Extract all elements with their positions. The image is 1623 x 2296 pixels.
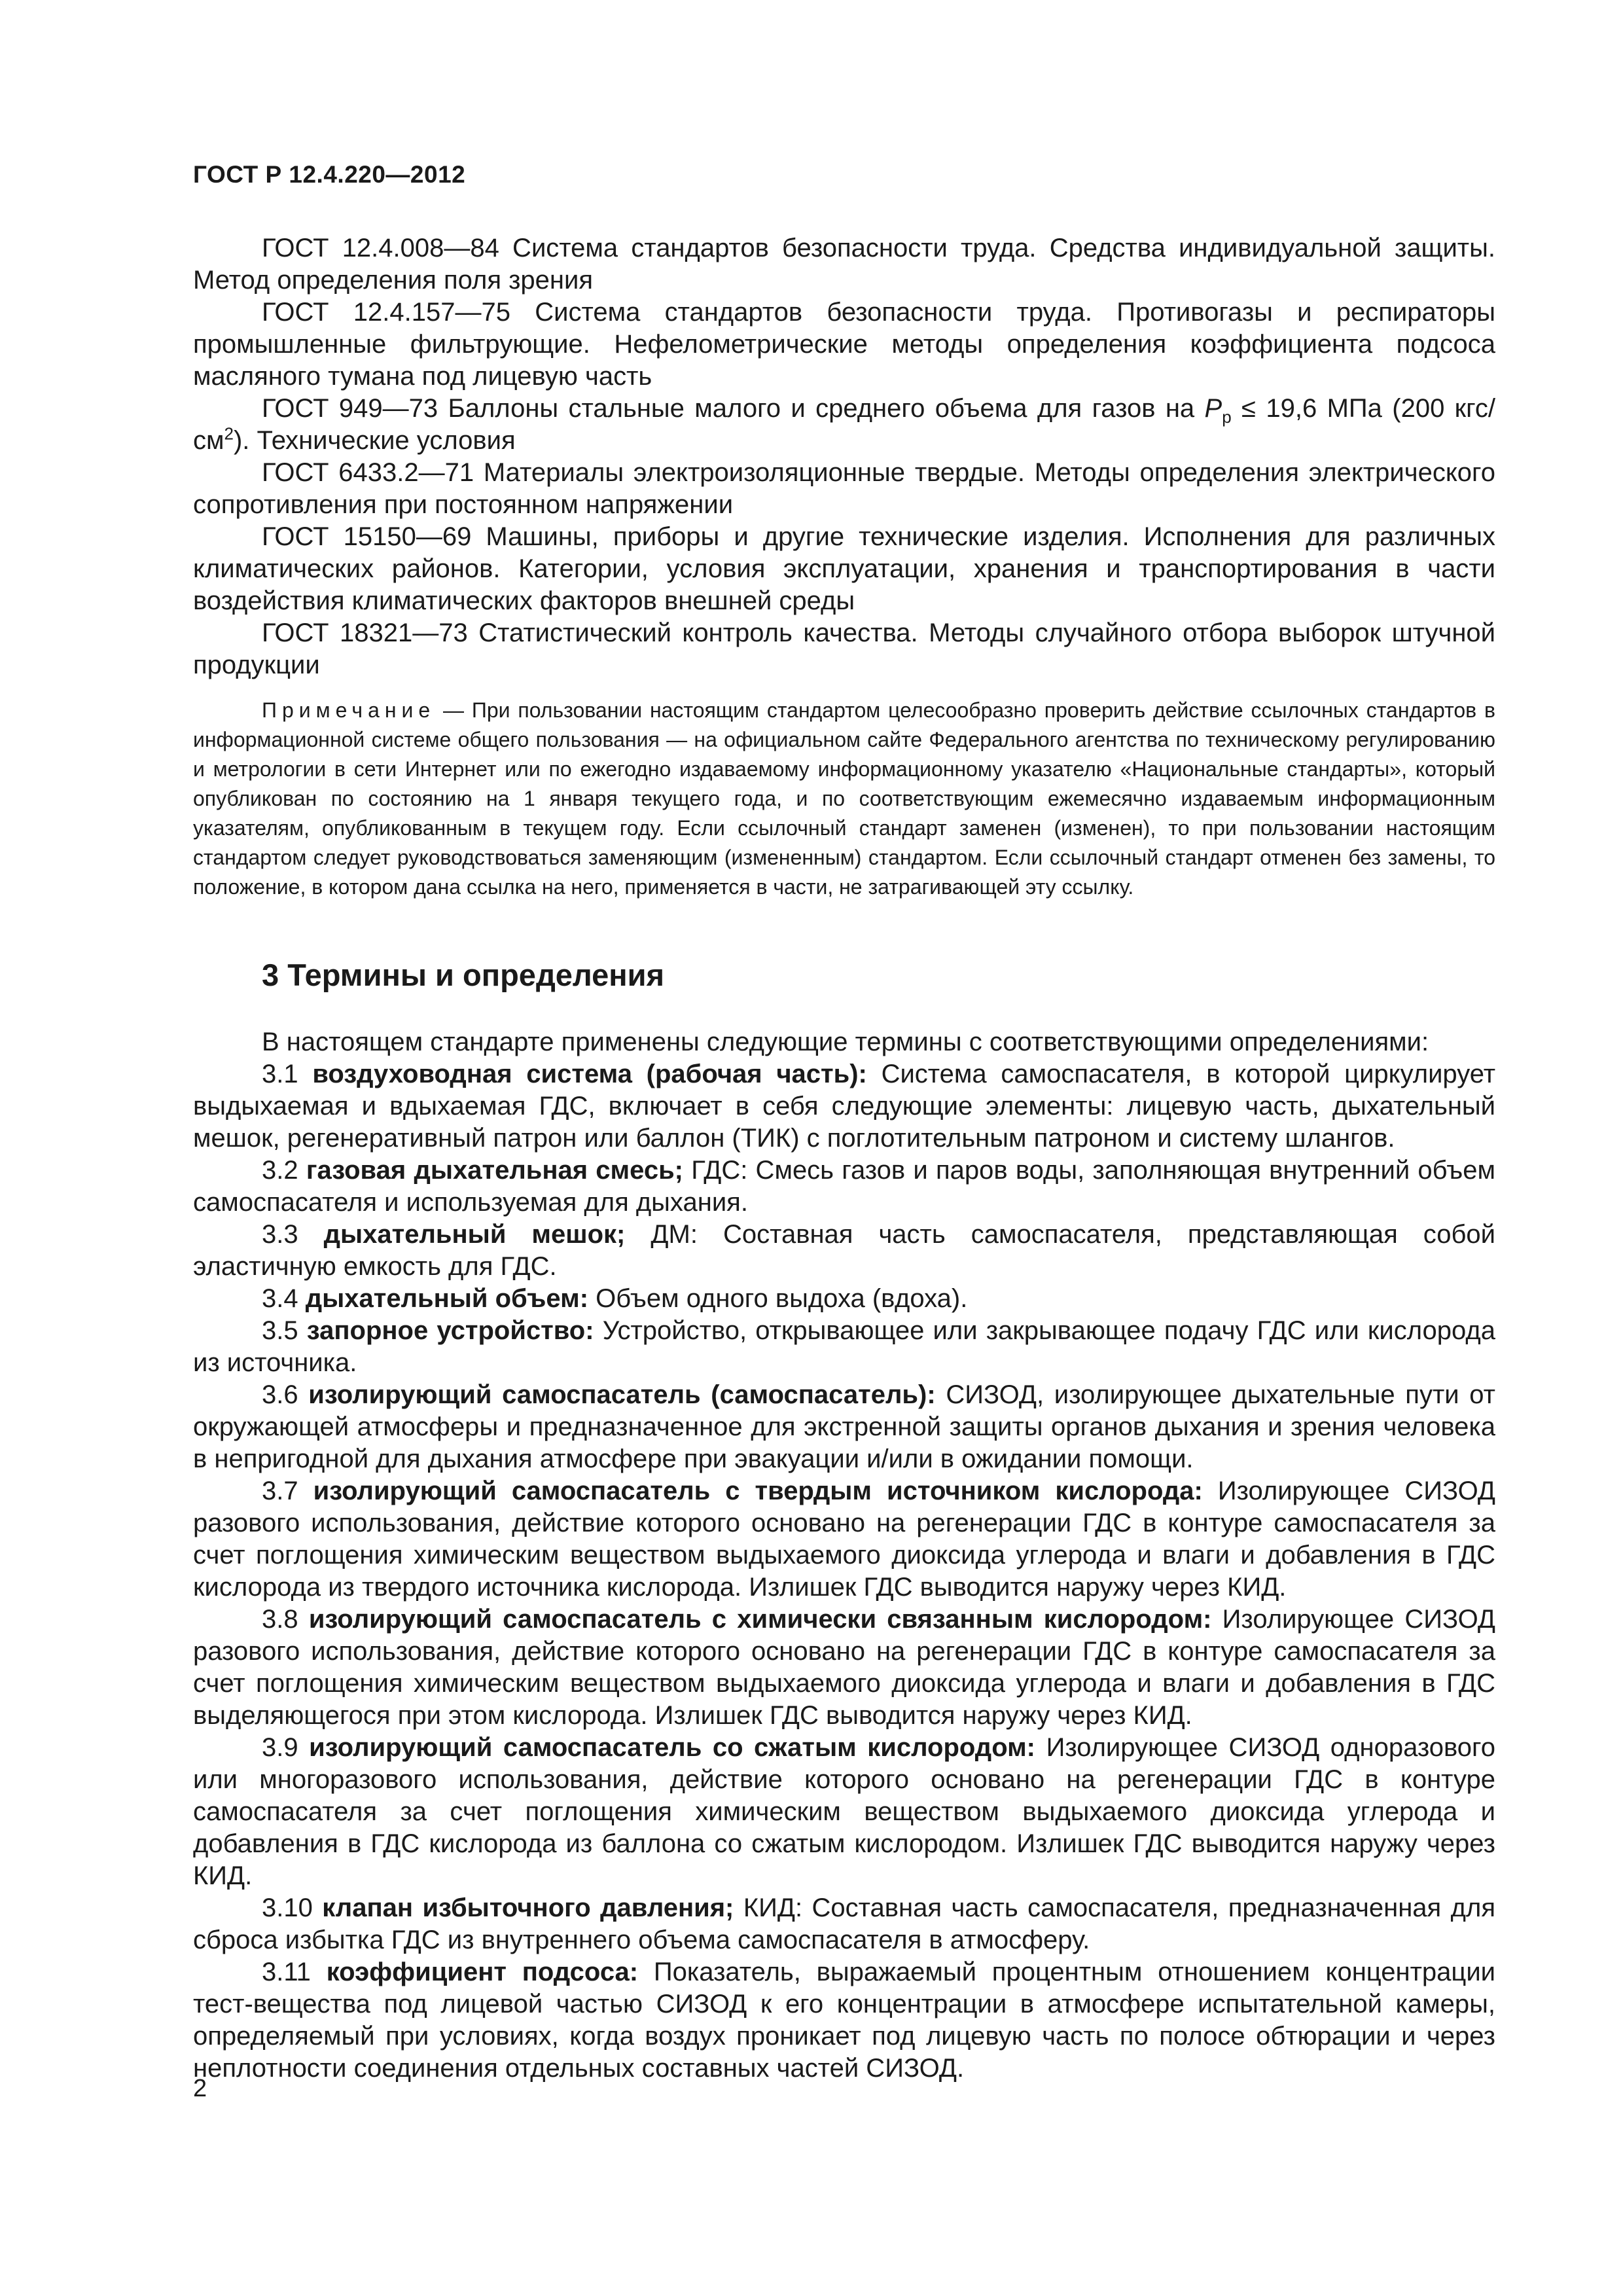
term-name: коэффициент подсоса: [326, 1958, 639, 1986]
term-name: изолирующий самоспасатель со сжатым кислородом: [309, 1733, 1036, 1762]
unit-superscript: 2 [224, 423, 234, 444]
reference-text: ГОСТ 949—73 Баллоны стальные малого и среднего объема для газов на [262, 394, 1205, 423]
reference-item: ГОСТ 12.4.157—75 Система стандартов безопасности труда. Противогазы и респираторы промышленные фильтрующие. Нефелометрические методы определения коэффициента подсоса масляного тумана под лицевую часть [193, 298, 1495, 391]
document-header: ГОСТ Р 12.4.220—2012 [193, 161, 466, 188]
term-item [193, 1892, 1495, 1956]
reference-item: ГОСТ 15150—69 Машины, приборы и другие технические изделия. Исполнения для различных климатических районов. Категории, условия эксплуатации, хранения и транспортирования в части воздействия климатических факторов внешней среды [193, 522, 1495, 615]
term-item [193, 1475, 1495, 1604]
section-intro: В настоящем стандарте применены следующие термины с соответствующими определениями: [262, 1028, 1429, 1056]
term-item [193, 1155, 1495, 1219]
reference-text: ≤ 19,6 МПа (200 кгс/см [193, 394, 1495, 455]
section-title: 3 Термины и определения [262, 958, 664, 992]
note-label: Примечание [262, 698, 436, 722]
term-definition: Устройство, открывающее или закрывающее подачу ГДС или кислорода из источника. [193, 1316, 1495, 1377]
note-dash: — [435, 698, 472, 722]
term-number: 3.9 [262, 1733, 310, 1762]
term-name: изолирующий самоспасатель с твердым источником кислорода: [313, 1477, 1203, 1505]
term-item [193, 1604, 1495, 1732]
term-definition: СИЗОД, изолирующее дыхательные пути от окружающей атмосферы и предназначенное для экстренной защиты органов дыхания и зрения человека в непригодной для дыхания атмосфере при эвакуации и/или в ожидании помощи. [193, 1380, 1495, 1473]
term-name: изолирующий самоспасатель с химически связанным кислородом: [308, 1605, 1212, 1634]
term-definition: КИД: Составная часть самоспасателя, предназначенная для сброса избытка ГДС из внутреннего объема самоспасателя в атмосферу. [193, 1893, 1495, 1954]
term-definition: Изолирующее СИЗОД разового использования, действие которого основано на регенерации ГДС в контуре самоспасателя за счет поглощения химическим веществом выдыхаемого диоксида углерода и влаги и добавления в ГДС выделяющегося при этом кислорода. Излишек ГДС выводится наружу через КИД. [193, 1605, 1495, 1730]
term-number: 3.10 [262, 1893, 323, 1922]
term-number: 3.5 [262, 1316, 307, 1345]
term-item [193, 1058, 1495, 1155]
term-name: газовая дыхательная смесь; [306, 1156, 684, 1185]
pressure-subscript: р [1222, 407, 1232, 427]
normative-references [193, 232, 1495, 681]
term-number: 3.6 [262, 1380, 309, 1409]
term-definition: ДМ: Составная часть самоспасателя, представляющая собой эластичную емкость для ГДС. [193, 1220, 1496, 1281]
term-definition: Объем одного выдоха (вдоха). [588, 1284, 968, 1313]
reference-item: ГОСТ 6433.2—71 Материалы электроизоляционные твердые. Методы определения электрического сопротивления при постоянном напряжении [193, 458, 1495, 519]
term-name: клапан избыточного давления; [322, 1893, 734, 1922]
reference-text: ). Технические условия [233, 426, 516, 455]
term-item [193, 1219, 1495, 1283]
term-number: 3.2 [262, 1156, 306, 1185]
term-number: 3.1 [262, 1060, 313, 1088]
term-definition: ГДС: Смесь газов и паров воды, заполняющая внутренний объем самоспасателя и используемая для дыхания. [193, 1156, 1496, 1217]
term-number: 3.4 [262, 1284, 306, 1313]
page-number: 2 [193, 2075, 207, 2102]
term-name: дыхательный объем: [305, 1284, 589, 1313]
term-number: 3.8 [262, 1605, 309, 1634]
term-item [193, 1315, 1495, 1379]
terms-list [193, 1026, 1495, 2085]
term-number: 3.7 [262, 1477, 313, 1505]
note-text: При пользовании настоящим стандартом целесообразно проверить действие ссылочных стандартов в информационной системе общего пользования — на официальном сайте Федерального агентства по техническому регулированию и метрологии в сети Интернет или по ежегодно издаваемому информационному указателю «Национальные стандарты», который опубликован по состоянию на 1 января текущего года, и по соответствующим ежемесячно издаваемым информационным указателям, опубликованным в текущем году. Если ссылочный стандарт заменен (изменен), то при пользовании настоящим стандартом следует руководствоваться заменяющим (измененным) стандартом. Если ссылочный стандарт отменен без замены, то положение, в котором дана ссылка на него, применяется в части, не затрагивающей эту ссылку. [193, 698, 1495, 899]
term-number: 3.11 [262, 1958, 327, 1986]
note-block [193, 696, 1495, 902]
term-definition: Показатель, выражаемый процентным отношением концентрации тест-вещества под лицевой частью СИЗОД к его концентрации в атмосфере испытательной камеры, определяемый при условиях, когда воздух проникает под лицевую часть по полосе обтюрации и через неплотности соединения отдельных составных частей СИЗОД. [193, 1958, 1496, 2083]
term-definition: Изолирующее СИЗОД одноразового или многоразового использования, действие которого основано на регенерации ГДС в контуре самоспасателя за счет поглощения химическим веществом выдыхаемого диоксида углерода и добавления в ГДС кислорода из баллона со сжатым кислородом. Излишек ГДС выводится наружу через КИД. [193, 1733, 1496, 1890]
term-name: запорное устройство: [306, 1316, 594, 1345]
term-name: воздуховодная система (рабочая часть): [312, 1060, 867, 1088]
term-definition: Изолирующее СИЗОД разового использования, действие которого основано на регенерации ГДС в контуре самоспасателя за счет поглощения химическим веществом выдыхаемого диоксида углерода и влаги и добавления в ГДС кислорода из твердого источника кислорода. Излишек ГДС выводится наружу через КИД. [193, 1477, 1496, 1602]
reference-item: ГОСТ 18321—73 Статистический контроль качества. Методы случайного отбора выборок штучной продукции [193, 619, 1495, 679]
term-item [193, 1379, 1495, 1475]
term-item [193, 1732, 1495, 1892]
reference-item [193, 393, 1495, 457]
pressure-symbol: P [1204, 394, 1222, 423]
term-number: 3.3 [262, 1220, 324, 1249]
note-paragraph [193, 696, 1495, 902]
term-definition: Система самоспасателя, в которой циркулирует выдыхаемая и вдыхаемая ГДС, включает в себя следующие элементы: лицевую часть, дыхательный мешок, регенеративный патрон или баллон (ТИК) с поглотительным патроном и систему шлангов. [193, 1060, 1496, 1153]
term-item [193, 1956, 1495, 2085]
term-name: дыхательный мешок; [323, 1220, 626, 1249]
term-item [193, 1283, 1495, 1315]
term-name: изолирующий самоспасатель (самоспасатель): [308, 1380, 936, 1409]
reference-item: ГОСТ 12.4.008—84 Система стандартов безопасности труда. Средства индивидуальной защиты. Метод определения поля зрения [193, 234, 1495, 295]
